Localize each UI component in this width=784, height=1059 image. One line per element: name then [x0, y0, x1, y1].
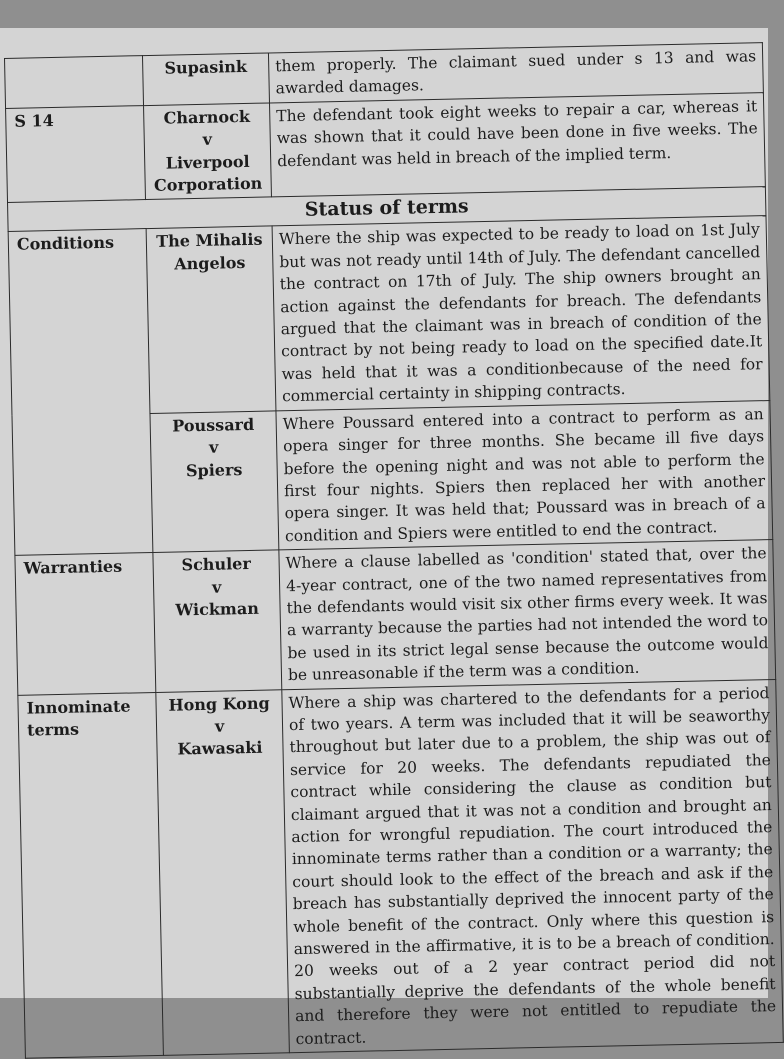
description-cell: The defendant took eight weeks to repair a car, whereas it was shown that it could have been done in five weeks. The defendant was held in breach of the implied term.	[269, 92, 765, 197]
description-cell: Where Poussard entered into a contract to perform as an opera singer for three months. She became ill five days before the opening night and was not able to perform the first four nights. Spiers then replaced her with another opera singer. It was held that; Poussard was in breach of a condition and Spiers were entitled to end the contract.	[276, 400, 773, 550]
case-versus: v	[214, 716, 225, 736]
case-name-line: Supasink	[164, 56, 248, 78]
case-versus: v	[208, 437, 219, 457]
description-cell: Where a clause labelled as 'condition' stated that, over the 4-year contract, one of the two named representatives from the defendants would visit six other firms every week. It was a warranty because the parties had not intended the word to be used in its strict legal sense because the outcome would be unreasonable if the term was a condition.	[279, 540, 776, 690]
contract-terms-table-sheet	[4, 42, 783, 1059]
case-name-line: Spiers	[185, 459, 243, 480]
case-cell	[150, 411, 279, 553]
case-name-line: The Mihalis	[156, 230, 263, 252]
description-cell: them properly. The claimant sued under s 13 and was awarded damages.	[268, 43, 763, 103]
case-name-line: Angelos	[174, 252, 246, 274]
case-cell	[153, 550, 282, 692]
topic-cell	[5, 56, 144, 109]
case-cell	[156, 689, 290, 1055]
topic-cell: Warranties	[15, 553, 156, 695]
case-versus: v	[211, 577, 222, 597]
case-name-line: Wickman	[175, 598, 260, 620]
description-cell: Where the ship was expected to be ready to load on 1st July but was not ready until 14th of July. The defendant cancelled the contract on 17th of July. The ship owners brought an action against the defendants for breach. The defendants argued that the claimant was in breach of condition of the contract by not being ready to load on the specified date.It was held that it was a conditionbecause of the need for commercial certainty in shipping contracts.	[272, 216, 770, 411]
section-heading: Status of terms	[8, 187, 766, 232]
case-cell	[146, 226, 276, 413]
case-name-line: Poussard	[172, 414, 255, 436]
scanned-page	[0, 28, 777, 1048]
table-row	[6, 92, 766, 202]
case-cell	[144, 103, 272, 200]
contract-terms-table	[4, 42, 784, 1059]
topic-cell: Conditions	[8, 229, 153, 556]
case-name-line: Schuler	[181, 554, 251, 575]
topic-cell: Innominate terms	[18, 692, 164, 1058]
case-name-line: Liverpool	[165, 151, 250, 173]
case-name-line: Kawasaki	[177, 738, 263, 759]
case-versus: v	[202, 129, 213, 150]
case-name-line: Corporation	[153, 173, 263, 195]
case-name-line: Hong Kong	[168, 693, 270, 715]
table-row	[18, 679, 783, 1058]
table-row	[15, 540, 776, 695]
topic-cell: S 14	[6, 105, 146, 202]
table-row	[8, 216, 770, 416]
description-cell: Where a ship was chartered to the defendants for a period of two years. A term was included that it will be seaworthy throughout but later due to a problem, the ship was out of service for 20 weeks. The defendants repudiated the contract while considering the clause as condition but claimant argued that it was not a condition and brought an action for wrongful repudiation. The court introduced the innominate terms rather than a condition or a warranty; the court should look to the effect of the breach and ask if the breach has substantially deprived the innocent party of the whole benefit of the contract. Only where this question is answered in the affirmative, it is to be a breach of condition. 20 weeks out of a 2 year contract period did not substantially deprive the defendants of the whole benefit and therefore they were not entitled to repudiate the contract.	[282, 679, 784, 1053]
case-cell	[142, 53, 269, 105]
case-name-line: Charnock	[163, 106, 251, 128]
